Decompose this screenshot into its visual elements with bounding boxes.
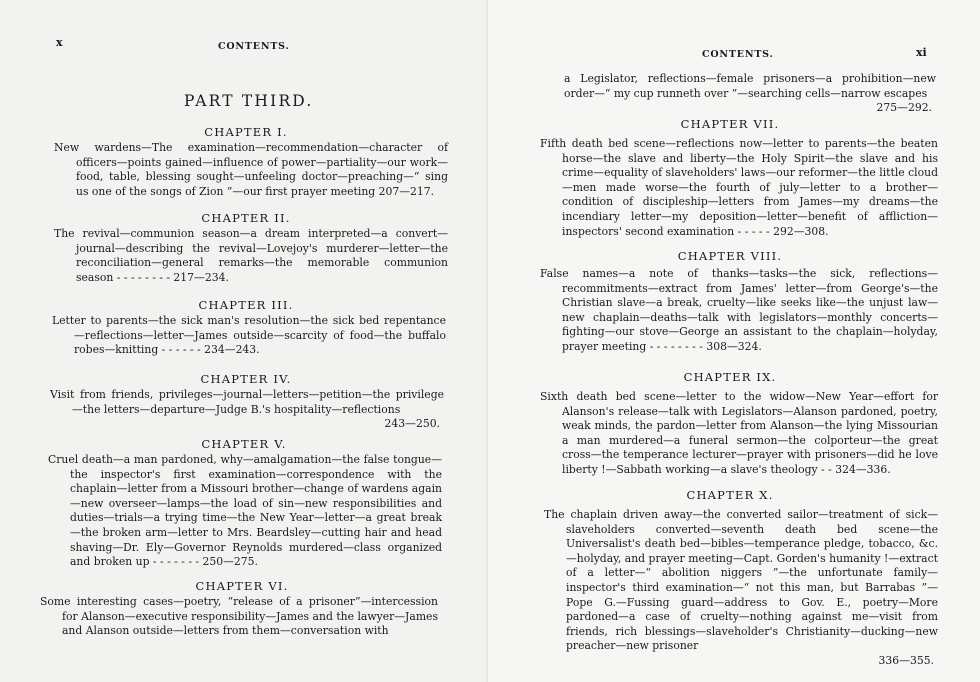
chapter-summary: Some interesting cases—poetry, “release of a prisoner”—intercession for Alanson—executive responsibility—James and the lawyer—James and Alanson outside—letters from them—conversation with (40, 595, 438, 638)
chapter-summary: Fifth death bed scene—reflections now—letter to parents—the beaten horse—the slave and liberty—the Holy Spirit—the slave and his crime—equality of slaveholders' laws—our reformer—the little cloud—men made worse—the fourth of july—letter to a brother—condition of discipleship—letters from James—my dreams—the incendiary letter—my deposition—letter—benefit of affliction—inspectors' second examination - - - - - 292—308. (540, 137, 938, 238)
chapter-entry (40, 595, 438, 639)
right-page-number: xi (916, 46, 927, 59)
chapter-heading: CHAPTER V. (201, 437, 287, 451)
chapter-heading: CHAPTER IV. (200, 372, 292, 386)
left-page (0, 0, 488, 682)
chapter-summary: New wardens—The examination—recommendation—character of officers—points gained—influence of power—partiality—our work—food, table, blessing sought—unfeeling doctor—preaching—“ sing us one of the songs of Zion ”—our first prayer meeting 207—217. (54, 141, 448, 198)
chapter-summary: The revival—communion season—a dream interpreted—a convert—journal—describing the revival—Lovejoy's murderer—letter—the reconciliation—general remarks—the memorable communion season - - - - - - - - 217—234. (54, 227, 448, 284)
chapter-summary: The chaplain driven away—the converted sailor—treatment of sick—slaveholders converted—seventh death bed scene—the Universalist's death bed—bibles—temperance pledge, tobacco, &c.—holyday, and prayer meeting—Capt. Gorden's humanity !—extract of a letter—“ abolition niggers ”—the unfortunate family—inspector's third examination—“ not this man, but Barrabas ”—Pope G.—Fussing guard—address to Gov. E., poetry—More pardoned—a case of cruelty—nothing against me—visit from friends, rich blessings—slaveholder's Christianity—ducking—new preacher—new prisoner (544, 508, 938, 653)
continued-entry (564, 72, 936, 116)
continued-page-range: 275—292. (876, 101, 932, 115)
chapter-summary: False names—a note of thanks—tasks—the sick, reflections—recommitments—extract from James' letter—from George's—the Christian slave—a break, cruelty—like seeks like—the unjust law—new chaplain—deaths—talk with legislators—monthly concerts—fighting—our stove—George an assistant to the chaplain—holyday, prayer meeting - - - - - - - - 308—324. (540, 267, 938, 353)
chapter-summary: Cruel death—a man pardoned, why—amalgamation—the false tongue—the inspector's first examination—correspondence with the chaplain—letter from a Missouri brother—change of wardens again—new overseer—lamps—the load of sin—new responsibilities and duties—trials—a trying time—the New Year—letter—a great break—the broken arm—letter to Mrs. Beardsley—cutting hair and head shaving—Dr. Ely—Governor Reynolds murdered—class organized and broken up - - - - - - - 250—275. (48, 453, 442, 569)
chapter-page-range: 243—250. (384, 417, 440, 431)
chapter-heading: CHAPTER III. (198, 298, 294, 312)
chapter-entry (52, 314, 446, 358)
part-title: PART THIRD. (184, 92, 314, 110)
chapter-page-range: 336—355. (878, 653, 934, 667)
chapter-entry (50, 388, 444, 432)
chapter-heading: CHAPTER VII. (680, 117, 780, 131)
chapter-heading: CHAPTER II. (201, 211, 291, 225)
chapter-heading: CHAPTER IX. (683, 370, 777, 384)
left-page-number: x (56, 36, 63, 49)
chapter-entry (540, 390, 938, 478)
chapter-entry (540, 267, 938, 355)
chapter-heading: CHAPTER X. (686, 488, 774, 502)
chapter-summary: Sixth death bed scene—letter to the widow—New Year—effort for Alanson's release—talk with Legislators—Alanson pardoned, poetry, weak minds, the pardon—letter from Alanson—the lying Missourian a man murdered—a funeral sermon—the colporteur—the great cross—the temperance lecturer—prayer with prisoners—did he love liberty !—Sabbath working—a slave's theology - - 324—336. (540, 390, 938, 476)
chapter-entry (48, 453, 442, 570)
right-running-head: CONTENTS. (702, 49, 774, 60)
chapter-entry (540, 137, 938, 239)
chapter-entry (544, 508, 938, 669)
chapter-summary: Visit from friends, privileges—journal—letters—petition—the privilege—the letters—departure—Judge B.'s hospitality—reflections (50, 388, 444, 416)
chapter-entry (54, 227, 448, 285)
chapter-entry (54, 141, 448, 199)
chapter-heading: CHAPTER I. (204, 125, 288, 139)
right-page (488, 0, 980, 682)
continued-summary: a Legislator, reflections—female prisoners—a prohibition—new order—“ my cup runneth over ”—searching cells—narrow escapes (564, 72, 936, 100)
left-running-head: CONTENTS. (218, 41, 290, 52)
chapter-heading: CHAPTER VI. (195, 579, 289, 593)
chapter-heading: CHAPTER VIII. (677, 249, 783, 263)
chapter-summary: Letter to parents—the sick man's resolution—the sick bed repentance—reflections—letter—James outside—scarcity of food—the buffalo robes—knitting - - - - - - 234—243. (52, 314, 446, 357)
